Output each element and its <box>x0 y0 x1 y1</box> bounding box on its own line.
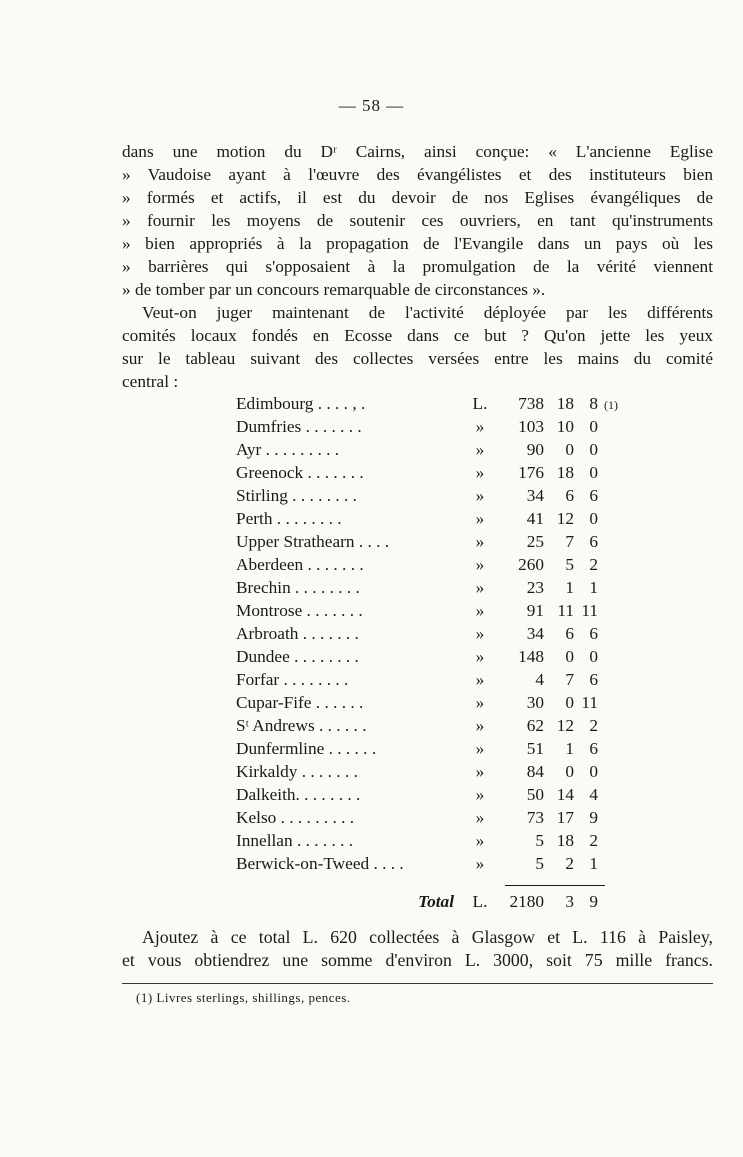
shillings-value: 6 <box>565 486 574 505</box>
total-rule <box>505 885 605 886</box>
place-name: Stirling . . . . . . . . <box>236 486 357 505</box>
shillings-value: 6 <box>565 624 574 643</box>
text-line: » de tomber par un concours remarquable de circonstances ». <box>122 280 546 299</box>
pounds-value: 34 <box>526 486 544 505</box>
pounds-value: 25 <box>526 532 544 551</box>
pounds-value: 90 <box>526 440 544 459</box>
pounds-value: 148 <box>518 647 544 666</box>
currency-mark: » <box>475 739 485 758</box>
text-line: » formés et actifs, il est du devoir de nos Eglises évangéliques de <box>122 188 713 207</box>
pounds-value: 260 <box>518 555 544 574</box>
text-line: » bien appropriés à la propagation de l'Evangile dans un pays où les <box>122 234 713 253</box>
total-shillings: 3 <box>565 892 574 911</box>
pounds-value: 73 <box>526 808 544 827</box>
shillings-value: 11 <box>557 601 574 620</box>
pence-value: 2 <box>589 716 598 735</box>
table-row <box>236 576 656 599</box>
place-name: Berwick-on-Tweed . . . . <box>236 854 404 873</box>
place-name: Kelso . . . . . . . . . <box>236 808 355 827</box>
place-name: Aberdeen . . . . . . . <box>236 555 364 574</box>
place-name: Montrose . . . . . . . <box>236 601 363 620</box>
pence-value: 0 <box>589 463 598 482</box>
pounds-value: 30 <box>526 693 544 712</box>
place-name: Ayr . . . . . . . . . <box>236 440 340 459</box>
table-row <box>236 530 656 553</box>
pence-value: 0 <box>589 509 598 528</box>
place-name: Dalkeith. . . . . . . . <box>236 785 361 804</box>
pence-value: 6 <box>589 739 598 758</box>
table-row <box>236 760 656 783</box>
place-name: Greenock . . . . . . . <box>236 463 364 482</box>
table-row <box>236 691 656 714</box>
currency-mark: » <box>475 693 485 712</box>
shillings-value: 0 <box>565 693 574 712</box>
shillings-value: 18 <box>556 394 574 413</box>
pence-value: 0 <box>589 762 598 781</box>
table-row <box>236 507 656 530</box>
shillings-value: 2 <box>565 854 574 873</box>
pence-value: 6 <box>589 532 598 551</box>
total-currency: L. <box>472 892 488 911</box>
currency-mark: » <box>475 486 485 505</box>
currency-mark: » <box>475 601 485 620</box>
place-name: Dumfries . . . . . . . <box>236 417 362 436</box>
currency-mark: L. <box>472 394 488 413</box>
currency-mark: » <box>475 463 485 482</box>
table-row <box>236 438 656 461</box>
currency-mark: » <box>475 670 485 689</box>
footnote-rule <box>122 983 713 984</box>
table-row <box>236 714 656 737</box>
pence-value: 6 <box>589 670 598 689</box>
shillings-value: 0 <box>565 440 574 459</box>
pounds-value: 34 <box>526 624 544 643</box>
table-row <box>236 783 656 806</box>
place-name: Sᵗ Andrews . . . . . . <box>236 716 367 735</box>
table-row <box>236 645 656 668</box>
currency-mark: » <box>475 509 485 528</box>
currency-mark: » <box>475 624 485 643</box>
shillings-value: 17 <box>556 808 574 827</box>
currency-mark: » <box>475 854 485 873</box>
pence-value: 8 <box>589 394 598 413</box>
shillings-value: 5 <box>565 555 574 574</box>
place-name: Edimbourg . . . . , . <box>236 394 366 413</box>
pence-value: 4 <box>589 785 598 804</box>
pounds-value: 23 <box>526 578 544 597</box>
shillings-value: 18 <box>556 831 574 850</box>
place-name: Arbroath . . . . . . . <box>236 624 359 643</box>
pence-value: 9 <box>589 808 598 827</box>
pounds-value: 176 <box>518 463 544 482</box>
table-row <box>236 806 656 829</box>
table-row <box>236 622 656 645</box>
shillings-value: 0 <box>565 647 574 666</box>
place-name: Kirkaldy . . . . . . . <box>236 762 358 781</box>
currency-mark: » <box>475 417 485 436</box>
text-line: dans une motion du Dʳ Cairns, ainsi conçue: « L'ancienne Eglise <box>122 142 713 161</box>
currency-mark: » <box>475 440 485 459</box>
total-pounds: 2180 <box>509 892 544 911</box>
pounds-value: 103 <box>518 417 544 436</box>
pence-value: 6 <box>589 486 598 505</box>
currency-mark: » <box>475 532 485 551</box>
shillings-value: 14 <box>556 785 574 804</box>
place-name: Brechin . . . . . . . . <box>236 578 360 597</box>
shillings-value: 18 <box>556 463 574 482</box>
currency-mark: » <box>475 785 485 804</box>
total-pence: 9 <box>589 892 598 911</box>
pence-value: 1 <box>589 854 598 873</box>
shillings-value: 7 <box>565 670 574 689</box>
text-line: central : <box>122 372 179 391</box>
motion-paragraph <box>122 140 713 301</box>
shillings-value: 10 <box>556 417 574 436</box>
pounds-value: 62 <box>526 716 544 735</box>
total-row <box>236 890 656 914</box>
table-row <box>236 461 656 484</box>
currency-mark: » <box>475 762 485 781</box>
footnote-ref: (1) <box>604 398 618 412</box>
table-row <box>236 668 656 691</box>
conclusion-paragraph <box>122 926 713 972</box>
pounds-value: 84 <box>526 762 544 781</box>
place-name: Upper Strathearn . . . . <box>236 532 390 551</box>
text-line: et vous obtiendrez une somme d'environ L. 3000, soit 75 mille francs. <box>122 950 713 970</box>
pence-value: 11 <box>581 601 598 620</box>
footnote: (1) Livres sterlings, shillings, pences. <box>136 990 351 1005</box>
table-row <box>236 829 656 852</box>
text-line: » barrières qui s'opposaient à la promulgation de la vérité viennent <box>122 257 713 276</box>
intro-paragraph <box>122 301 713 393</box>
pounds-value: 738 <box>518 394 544 413</box>
shillings-value: 7 <box>565 532 574 551</box>
text-line: comités locaux fondés en Ecosse dans ce but ? Qu'on jette les yeux <box>122 326 713 345</box>
currency-mark: » <box>475 578 485 597</box>
place-name: Cupar-Fife . . . . . . <box>236 693 364 712</box>
pence-value: 2 <box>589 555 598 574</box>
pence-value: 11 <box>581 693 598 712</box>
currency-mark: » <box>475 716 485 735</box>
table-row <box>236 737 656 760</box>
place-name: Forfar . . . . . . . . <box>236 670 349 689</box>
shillings-value: 1 <box>565 739 574 758</box>
pounds-value: 91 <box>526 601 544 620</box>
pence-value: 0 <box>589 417 598 436</box>
table-row <box>236 852 656 875</box>
currency-mark: » <box>475 831 485 850</box>
pounds-value: 5 <box>535 854 544 873</box>
shillings-value: 12 <box>556 509 574 528</box>
shillings-value: 1 <box>565 578 574 597</box>
place-name: Perth . . . . . . . . <box>236 509 342 528</box>
text-line: » fournir les moyens de soutenir ces ouvriers, en tant qu'instruments <box>122 211 713 230</box>
pence-value: 1 <box>589 578 598 597</box>
table-row <box>236 392 656 415</box>
table-row <box>236 553 656 576</box>
shillings-value: 12 <box>556 716 574 735</box>
text-line: Veut-on juger maintenant de l'activité déployée par les différents <box>142 303 713 322</box>
pounds-value: 50 <box>526 785 544 804</box>
currency-mark: » <box>475 808 485 827</box>
table-row <box>236 415 656 438</box>
table-row <box>236 599 656 622</box>
place-name: Dunfermline . . . . . . <box>236 739 377 758</box>
pence-value: 6 <box>589 624 598 643</box>
pounds-value: 41 <box>526 509 544 528</box>
pounds-value: 51 <box>526 739 544 758</box>
pence-value: 0 <box>589 440 598 459</box>
total-label: Total <box>418 892 454 911</box>
place-name: Innellan . . . . . . . <box>236 831 354 850</box>
currency-mark: » <box>475 555 485 574</box>
text-line: » Vaudoise ayant à l'œuvre des évangélistes et des instituteurs bien <box>122 165 713 184</box>
page-number: — 58 — <box>338 96 405 115</box>
pence-value: 2 <box>589 831 598 850</box>
text-line: Ajoutez à ce total L. 620 collectées à Glasgow et L. 116 à Paisley, <box>142 927 713 947</box>
shillings-value: 0 <box>565 762 574 781</box>
table-row <box>236 484 656 507</box>
collections-table <box>236 392 656 875</box>
place-name: Dundee . . . . . . . . <box>236 647 359 666</box>
pence-value: 0 <box>589 647 598 666</box>
pounds-value: 5 <box>535 831 544 850</box>
text-line: sur le tableau suivant des collectes versées entre les mains du comité <box>122 349 713 368</box>
pounds-value: 4 <box>535 670 544 689</box>
currency-mark: » <box>475 647 485 666</box>
